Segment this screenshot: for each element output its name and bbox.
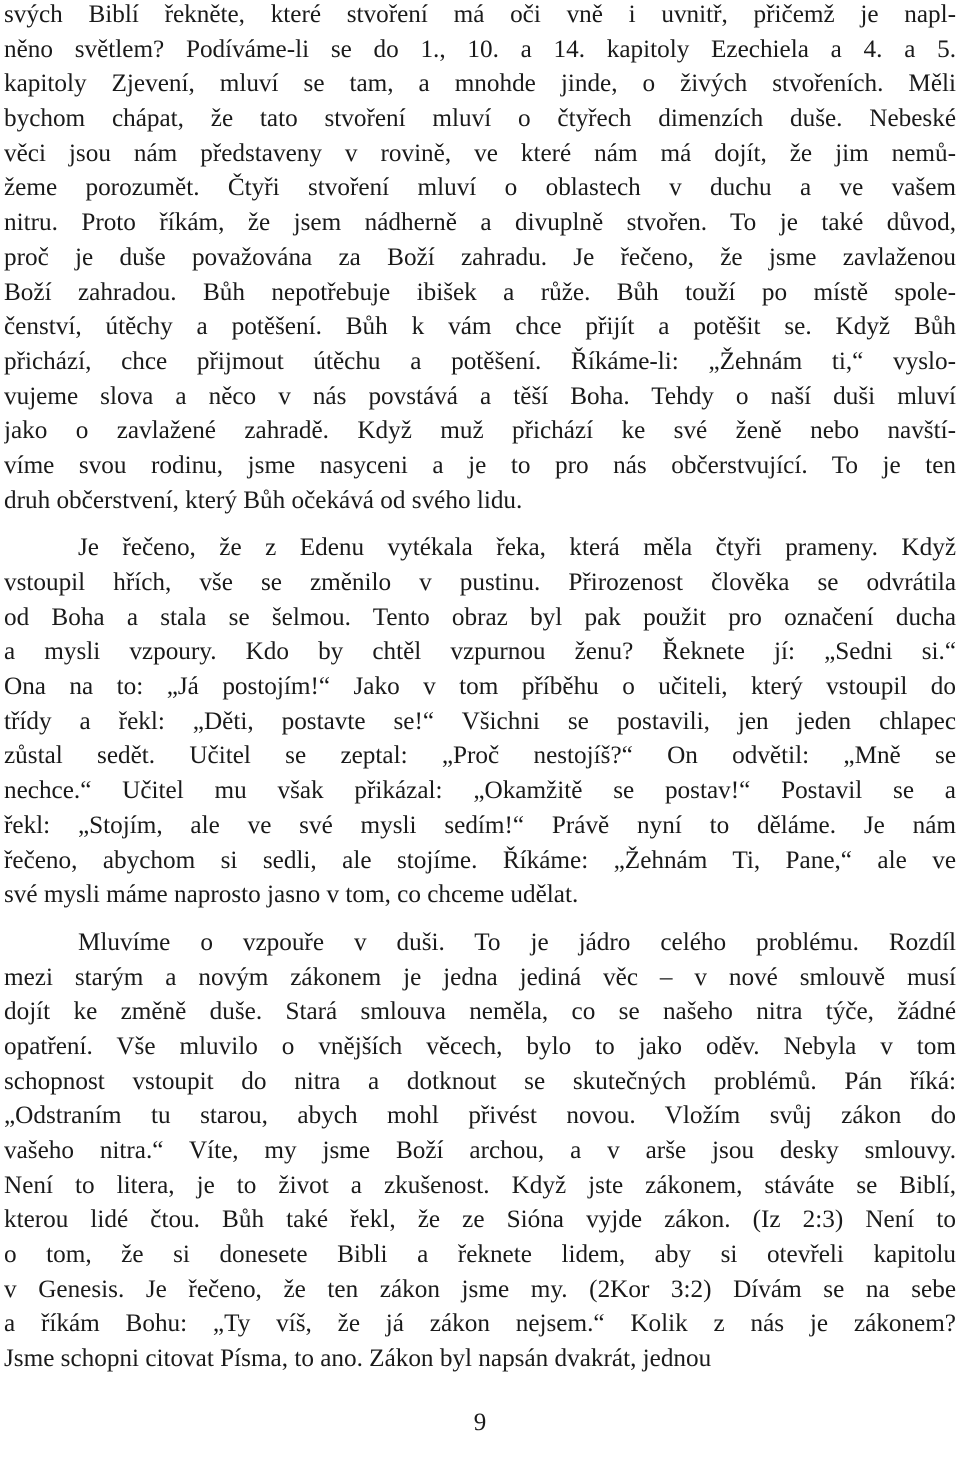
paragraph — [4, 0, 956, 518]
body-text — [4, 0, 956, 1377]
text-line: čenství, útěchy a potěšení. Bůh k vám chce přijít a potěšit se. Když Bůh — [4, 313, 956, 341]
text-line: vstoupil hřích, vše se změnilo v pustinu. Přirozenost člověka se odvrátila — [4, 569, 956, 596]
text-line: svých Biblí řekněte, které stvoření má oči vně i uvnitř, přičemž je napl- — [4, 1, 956, 28]
text-line: Ona na to: „Já postojím!“ Jako v tom příběhu o učiteli, který vstoupil do — [4, 673, 956, 701]
text-line: řekl: „Stojím, ale ve své mysli sedím!“ Právě nyní to děláme. Je nám — [4, 811, 956, 839]
text-line: druh občerstvení, který Bůh očekává od svého lidu. — [4, 486, 523, 514]
text-line: své mysli máme naprosto jasno v tom, co chceme udělat. — [4, 881, 579, 909]
text-line: schopnost vstoupit do nitra a dotknout se skutečných problémů. Pán říká: — [4, 1067, 956, 1095]
page-number: 9 — [473, 1409, 487, 1436]
text-line: vujeme slova a něco v nás povstává a těší Boha. Tehdy o naší duši mluví — [4, 382, 956, 410]
text-line: přichází, chce přijmout útěchu a potěšení. Říkáme-li: „Žehnám ti,“ vyslo- — [4, 347, 956, 375]
text-line: něno světlem? Podíváme-li se do 1., 10. a 14. kapitoly Ezechiela a 4. a 5. — [4, 35, 956, 63]
text-line: zůstal sedět. Učitel se zeptal: „Proč nestojíš?“ On odvětil: „Mně se — [4, 742, 956, 770]
text-line: kterou lidé čtou. Bůh také řekl, že ze Sióna vyjde zákon. (Iz 2:3) Není to — [4, 1206, 956, 1234]
text-line: mezi starým a novým zákonem je jedna jediná věc – v nové smlouvě musí — [4, 963, 956, 991]
paragraph — [4, 926, 956, 1377]
paragraph — [4, 531, 956, 913]
text-line: nechce.“ Učitel mu však přikázal: „Okamžitě se postav!“ Postavil se a — [4, 777, 956, 805]
text-line: Je řečeno, že z Edenu vytékala řeka, která měla čtyři prameny. Když — [78, 534, 956, 562]
text-line: od Boha a stala se šelmou. Tento obraz byl pak použit pro označení ducha — [4, 603, 956, 631]
text-line: jako o zavlažené zahradě. Když muž přichází ke své ženě nebo navští- — [4, 417, 956, 445]
text-line: Není to litera, je to život a zkušenost. Když jste zákonem, stáváte se Biblí, — [4, 1171, 956, 1199]
text-line: víme svou rodinu, jsme nasyceni a je to pro nás občerstvující. To je ten — [4, 451, 956, 479]
text-line: bychom chápat, že tato stvoření mluví o čtyřech dimenzích duše. Nebeské — [4, 105, 956, 133]
text-line: třídy a řekl: „Děti, postavte se!“ Všichni se postavili, jen jeden chlapec — [4, 707, 956, 735]
paragraph-gap — [4, 518, 956, 531]
text-line: věci jsou nám představeny v rovině, ve které nám má dojít, že jim nemů- — [4, 139, 956, 167]
text-line: Mluvíme o vzpouře v duši. To je jádro celého problému. Rozdíl — [78, 928, 956, 956]
text-line: kapitoly Zjevení, mluví se tam, a mnohde jinde, o živých stvořeních. Měli — [4, 70, 956, 98]
text-line: a říkám Bohu: „Ty víš, že já zákon nejsem.“ Kolik z nás je zákonem? — [4, 1310, 956, 1338]
paragraph-gap — [4, 913, 956, 926]
text-line: proč je duše považována za Boží zahradu. Je řečeno, že jsme zavlaženou — [4, 243, 956, 271]
text-line: dojít ke změně duše. Stará smlouva neměla, co se našeho nitra týče, žádné — [4, 998, 956, 1026]
text-line: v Genesis. Je řečeno, že ten zákon jsme my. (2Kor 3:2) Dívám se na sebe — [4, 1275, 956, 1303]
text-line: řečeno, abychom si sedli, ale stojíme. Říkáme: „Žehnám Ti, Pane,“ ale ve — [4, 846, 956, 874]
text-line: Jsme schopni citovat Písma, to ano. Zákon byl napsán dvakrát, jednou — [4, 1345, 712, 1373]
text-line: vašeho nitra.“ Víte, my jsme Boží archou, a v arše jsou desky smlouvy. — [4, 1137, 956, 1164]
text-line: nitru. Proto říkám, že jsem nádherně a divuplně stvořen. To je také důvod, — [4, 209, 956, 237]
text-line: opatření. Vše mluvilo o vnějších věcech, bylo to jako oděv. Nebyla v tom — [4, 1032, 956, 1060]
text-line: žeme porozumět. Čtyři stvoření mluví o oblastech v duchu a ve vašem — [4, 174, 956, 202]
text-line: o tom, že si donesete Bibli a řeknete lidem, aby si otevřeli kapitolu — [4, 1241, 956, 1269]
text-line: a mysli vzpoury. Kdo by chtěl vzpurnou ženu? Řeknete jí: „Sedni si.“ — [4, 638, 956, 666]
text-line: Boží zahradou. Bůh nepotřebuje ibišek a růže. Bůh touží po místě spole- — [4, 278, 956, 306]
text-line: „Odstraním tu starou, abych mohl přivést novou. Vložím svůj zákon do — [4, 1102, 956, 1130]
